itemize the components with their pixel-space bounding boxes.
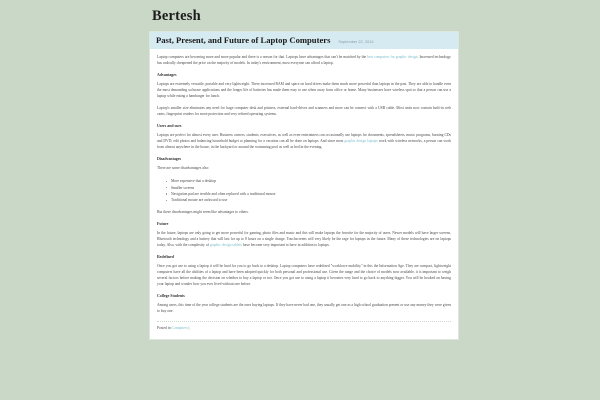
- blog-post: [149, 31, 459, 340]
- list-item: More expensive that a desktop: [166, 178, 451, 184]
- intro-text-part1: Laptop computers are becoming more and more popular and there is a reason for that. Laptops have advantages that can't be matched by the: [157, 55, 368, 60]
- category-link-computers[interactable]: Computers: [171, 325, 188, 330]
- intro-text-part2: . Increased technology has radically cheapened the price on the majority of models. In today's environment, most everyone can afford a laptop.: [157, 55, 451, 66]
- post-date: September 22, 2014: [338, 39, 374, 44]
- redefined-paragraph: Once you got use to using a laptop it will be hard for you to go back to a desktop. Laptop computers have redefined "workforce mobility" in this the Information Age. They are compact, lightweight computers have all the abilities of a laptop and have been adopted quickly for both personal and professional use. Given the range and the choice of models now available, it is important to weigh several factors before making the decision on whether to buy a laptop or not. Once you got use to using a laptop it becomes very hard to go back to anything bigger. You will be hooked on having your laptop and wonder how you ever lived without one before.: [157, 263, 451, 286]
- section-heading-college-students: College Students: [157, 293, 185, 298]
- advantages-paragraph-2: Laptop's smaller size eliminates any need for large computer desk and printers, external hard-drives and scanners and more can be connect with a USB cable. Most units now contain built-in web cams, fingerprint readers for more protection and very refined operating systems.: [157, 106, 451, 117]
- advantages-paragraph-1: Laptops are extremely versatile, portable and very lightweight. There increased RAM and space on hard drives make them much more powerful than laptops in the past. They are able to handle even the most demanding software applications and the longer life of batteries has made them easy to use when away from office or home. Many businesses have wireless spot so that a person can use a laptop while eating a hamburger for lunch.: [157, 82, 451, 99]
- college-students-paragraph: Among users, this time of the year college students are the ones buying laptops. If they have never had one, they usually get one as a high school graduation present or use any money they were given to buy one.: [157, 302, 451, 313]
- list-item: Smaller screens: [166, 185, 451, 191]
- intro-paragraph: [157, 55, 451, 67]
- future-paragraph: In the future, laptops are only going to get more powerful for gaming, photo files and music and this will make laptops the favorite for the majority of users. Newer models will have larger screens, Bluetooth technology and a battery that will last for up to 8 hours on a single charge. Touchscreens will very likely be the rage for laptops in the future. Many of these technologies are on laptops today. Also, with the complexity of graphic design tablets have become very important to have in addition to laptops.: [157, 230, 451, 247]
- post-body: [150, 49, 458, 339]
- list-item: Traditional mouse are awkward to use: [166, 197, 451, 203]
- section-heading-future: Future: [157, 221, 169, 226]
- content-column: [149, 31, 459, 340]
- posted-in-label: Posted in: [157, 325, 171, 330]
- section-heading-users-and-uses: Users and uses: [157, 124, 182, 129]
- disadvantages-outro: But these disadvantages might seem like advantages to others.: [157, 209, 249, 214]
- post-meta: [157, 326, 451, 332]
- site-header: [0, 0, 600, 31]
- inline-link[interactable]: graphic design tablets: [209, 242, 242, 247]
- post-title[interactable]: Past, Present, and Future of Laptop Computers: [156, 34, 331, 45]
- section-heading-disadvantages: Disadvantages: [157, 157, 181, 162]
- users-and-uses-paragraph: Laptops are perfect for almost every user. Business owners, students, executives, as well as even entertainers can occasionally use laptops for documents, spreadsheets, music programs, burning CDs and DVD, edit photos and balancing household budget or planning for a vacation can all be done on laptops. And since most graphic design laptops work with wireless networks, a person can work from almost anywhere in the house, in the backyard or around the swimming pool as well as bed in the evening.: [157, 133, 451, 150]
- post-header: [150, 32, 458, 49]
- list-item: Navigation pad are terrible and often replaced with a traditional mouse: [166, 191, 451, 197]
- link-best-computers-graphic-design[interactable]: best computers for graphic design: [367, 55, 418, 60]
- inline-link[interactable]: graphic design laptops: [344, 139, 378, 144]
- section-heading-advantages: Advantages: [157, 73, 177, 78]
- site-title: Bertesh: [152, 8, 201, 24]
- section-heading-redefined: Redefined: [157, 254, 174, 259]
- meta-trailing: |: [188, 325, 190, 330]
- post-footer: [157, 321, 451, 332]
- disadvantages-list: [157, 178, 451, 203]
- disadvantages-intro: There are some disadvantages also:: [157, 166, 210, 171]
